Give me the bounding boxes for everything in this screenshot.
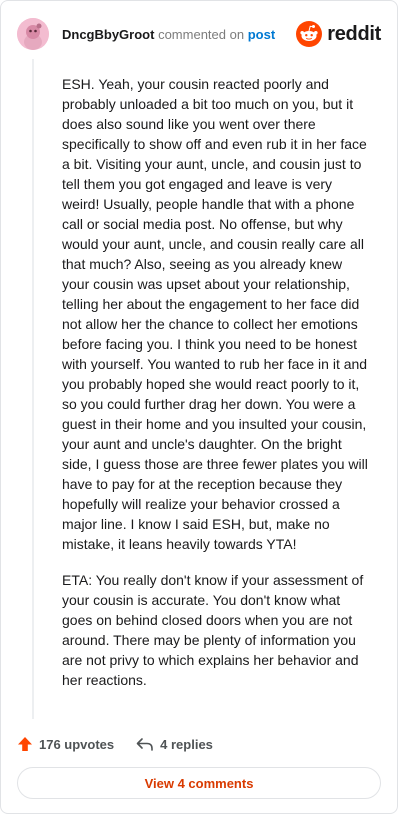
replies-count: 4 replies: [160, 736, 213, 752]
username-link[interactable]: DncgBbyGroot: [62, 27, 155, 42]
commented-on-text: commented on: [158, 27, 245, 42]
replies-button[interactable]: [136, 736, 213, 752]
avatar[interactable]: [17, 18, 49, 50]
comment-body: [62, 74, 370, 706]
reply-arrow-icon: [136, 736, 154, 752]
reddit-wordmark: reddit: [327, 22, 381, 45]
view-comments-button[interactable]: View 4 comments: [17, 767, 381, 799]
reddit-logo-icon: [296, 21, 322, 47]
thread-line[interactable]: [32, 59, 34, 719]
upvote-button[interactable]: [17, 736, 114, 752]
comment-footer: [17, 733, 381, 755]
comment-header: [17, 15, 381, 55]
upvote-arrow-icon: [17, 736, 33, 752]
reddit-brand[interactable]: [296, 21, 381, 47]
comment-meta: [62, 27, 275, 43]
comment-paragraph: ETA: You really don't know if your assessment of your cousin is accurate. You don't know what goes on behind closed doors when you are not around. There may be plenty of information you are not privy to which explains her behavior and her reactions.: [62, 572, 364, 688]
post-link[interactable]: post: [247, 27, 276, 42]
upvote-count: 176 upvotes: [39, 736, 115, 752]
comment-paragraph: ESH. Yeah, your cousin reacted poorly and probably unloaded a bit too much on you, but it does also sound like you went over there specifically to show off and even rub it in her face a bit. Visiting your aunt, uncle, and cousin just to tell them you got engaged and leave is very weird! Usually, people handle that with a phone call or social media post. No offense, but why would your aunt, uncle, and cousin really care all that much? Also, seeing as you already knew your cousin was upset about your relationship, telling her about the engagement to her face did not allow her the chance to collect her emotions before facing you. I think you need to be honest with yourself. You wanted to rub her face in it and you probably hoped she would react poorly to it, so you could further drag her down. You were a guest in their home and you insulted your cousin, your aunt and uncle's daughter. On the bright side, I guess those are three fewer plates you will have to pay for at the reception because they hopefully will realize your behavior crossed a major line. I know I said ESH, but, make no mistake, it leans heavily towards YTA!: [62, 76, 368, 552]
